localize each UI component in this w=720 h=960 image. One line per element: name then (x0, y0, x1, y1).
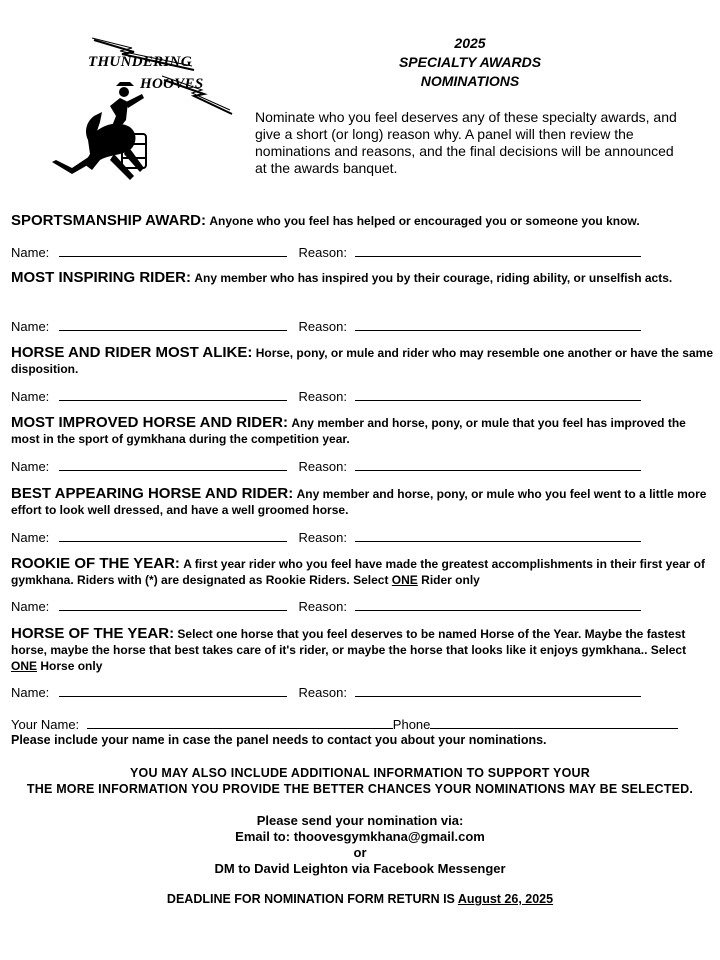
award-description: Anyone who you feel has helped or encouraged you or someone you know. (209, 214, 640, 228)
award-most-inspiring (11, 270, 713, 286)
contact-note: Please include your name in case the panel needs to contact you about your nominations. (11, 733, 547, 747)
title-line2: NOMINATIONS (420, 73, 520, 89)
reason-label: Reason: (298, 319, 347, 334)
award-description-part: A first year rider who you feel have made the greatest accomplishments in their first year of gymkhana. Riders with (*) are designated as Rookie Riders. Select (11, 557, 705, 587)
award-title: ROOKIE OF THE YEAR: (11, 555, 180, 572)
award-description: Any member who has inspired you by their courage, riding ability, or unselfish acts. (194, 271, 673, 285)
award-horse-rider-alike (11, 345, 713, 377)
name-label: Name: (11, 389, 50, 404)
deadline-line (0, 892, 720, 906)
name-field[interactable] (59, 318, 287, 331)
additional-info-line1: YOU MAY ALSO INCLUDE ADDITIONAL INFORMATION TO SUPPORT YOUR (130, 766, 590, 780)
name-field[interactable] (59, 388, 287, 401)
logo (44, 36, 234, 186)
reason-field[interactable] (355, 598, 641, 611)
your-name-label: Your Name: (11, 717, 80, 732)
additional-info-line2: THE MORE INFORMATION YOU PROVIDE THE BETTER CHANCES YOUR NOMINATIONS MAY BE SELECTED. (26, 782, 694, 796)
award-title: MOST INSPIRING RIDER: (11, 269, 192, 286)
reason-label: Reason: (298, 530, 347, 545)
phone-label: Phone (392, 717, 431, 732)
award-description: Any member and horse, pony, or mule who you feel went to a little more effort to look well dressed, and have a well groomed horse. (11, 487, 707, 517)
nomination-row (11, 388, 641, 404)
title-year: 2025 (454, 35, 486, 51)
name-label: Name: (11, 530, 50, 545)
award-sportsmanship (11, 213, 713, 229)
your-name-field[interactable] (87, 716, 393, 729)
award-best-appearing (11, 486, 713, 518)
award-title: BEST APPEARING HORSE AND RIDER: (11, 485, 294, 502)
award-description: Horse, pony, or mule and rider who may resemble one another or have the same disposition. (11, 346, 713, 376)
title-line1: SPECIALTY AWARDS (398, 54, 542, 70)
name-field[interactable] (59, 529, 287, 542)
email-label: Email to: (235, 829, 291, 844)
nomination-row (11, 244, 641, 260)
award-description-part: Select one horse that you feel deserves to be named Horse of the Year. Maybe the fastest horse, maybe the horse that best takes care of it's rider, or maybe the horse that looks like it enjoys gymkhana.. Select (11, 627, 687, 657)
award-title: HORSE AND RIDER MOST ALIKE: (11, 344, 253, 361)
email-address[interactable]: thoovesgymkhana@gmail.com (293, 829, 485, 844)
reason-field[interactable] (355, 684, 641, 697)
award-title: HORSE OF THE YEAR: (11, 625, 175, 642)
nomination-row (11, 684, 641, 700)
phone-field[interactable] (430, 716, 678, 729)
send-dm: DM to David Leighton via Facebook Messenger (214, 861, 506, 876)
emphasis-one: ONE (391, 573, 418, 587)
reason-field[interactable] (355, 458, 641, 471)
name-field[interactable] (59, 684, 287, 697)
send-email-line (0, 829, 720, 845)
award-description-part: Rider only (417, 573, 480, 587)
send-heading: Please send your nomination via: (256, 813, 464, 828)
name-label: Name: (11, 599, 50, 614)
logo-text-line1: THUNDERING (88, 54, 192, 70)
nomination-row (11, 458, 641, 474)
deadline-label: DEADLINE FOR NOMINATION FORM RETURN IS (166, 892, 455, 906)
name-field[interactable] (59, 598, 287, 611)
award-title: SPORTSMANSHIP AWARD: (11, 212, 207, 229)
nomination-row (11, 598, 641, 614)
award-most-improved (11, 415, 713, 447)
name-label: Name: (11, 245, 50, 260)
intro-paragraph: Nominate who you feel deserves any of these specialty awards, and give a short (or long) reason why. A panel will then review the nominations and reasons, and the final decisions will be announced at the awards banquet. (255, 109, 677, 176)
reason-label: Reason: (298, 389, 347, 404)
award-description-part: Horse only (37, 659, 103, 673)
award-title: MOST IMPROVED HORSE AND RIDER: (11, 414, 288, 431)
emphasis-one: ONE (11, 659, 38, 673)
reason-label: Reason: (298, 685, 347, 700)
reason-label: Reason: (298, 599, 347, 614)
award-description: Any member and horse, pony, or mule that you feel has improved the most in the sport of gymkhana during the competition year. (11, 416, 686, 446)
contact-row (11, 716, 678, 732)
form-title (300, 34, 640, 91)
name-label: Name: (11, 319, 50, 334)
nomination-row (11, 318, 641, 334)
nomination-row (11, 529, 641, 545)
name-label: Name: (11, 685, 50, 700)
name-field[interactable] (59, 244, 287, 257)
reason-field[interactable] (355, 388, 641, 401)
award-horse-of-year (11, 626, 713, 674)
reason-label: Reason: (298, 245, 347, 260)
reason-field[interactable] (355, 529, 641, 542)
award-rookie-of-year (11, 556, 713, 588)
logo-text-line2: HOOVES (140, 76, 204, 92)
send-or: or (353, 845, 367, 860)
deadline-date: August 26, 2025 (457, 892, 554, 906)
reason-field[interactable] (355, 244, 641, 257)
reason-field[interactable] (355, 318, 641, 331)
reason-label: Reason: (298, 459, 347, 474)
name-field[interactable] (59, 458, 287, 471)
name-label: Name: (11, 459, 50, 474)
